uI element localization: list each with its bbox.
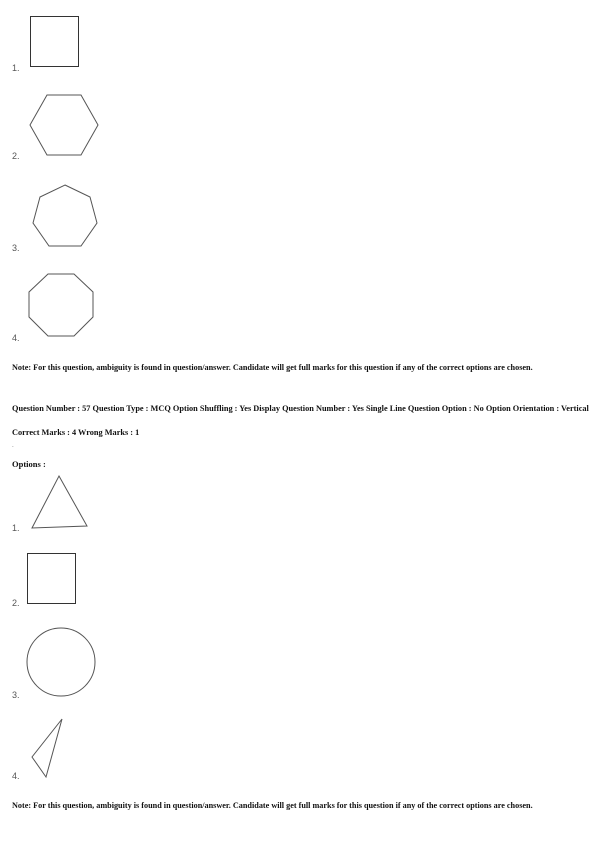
options-label: Options : xyxy=(12,459,46,469)
ambiguity-note: Note: For this question, ambiguity is found in question/answer. Candidate will get full marks for this question if any of the correct options are chosen. xyxy=(12,801,533,810)
square-icon xyxy=(26,552,78,606)
ambiguity-note: Note: For this question, ambiguity is found in question/answer. Candidate will get full marks for this question if any of the correct options are chosen. xyxy=(12,363,533,372)
option-number-2: 2. xyxy=(12,598,20,608)
square-icon xyxy=(29,15,81,69)
octagon-icon xyxy=(27,272,95,338)
question-marks: Correct Marks : 4 Wrong Marks : 1 xyxy=(12,428,140,437)
heptagon-icon xyxy=(30,183,100,253)
option-number-3: 3. xyxy=(12,690,20,700)
option-number-1: 1. xyxy=(12,523,20,533)
question-meta: Question Number : 57 Question Type : MCQ Option Shuffling : Yes Display Question Number : Yes Single Line Question Option : No Option Orientation : Vertical xyxy=(12,404,589,413)
separator-dot: . xyxy=(12,441,14,449)
hexagon-icon xyxy=(28,93,100,157)
circle-icon xyxy=(25,626,97,698)
option-number-prev-2: 2. xyxy=(12,151,20,161)
triangle-icon xyxy=(30,474,90,530)
thin-triangle-icon xyxy=(30,717,66,781)
option-number-4: 4. xyxy=(12,771,20,781)
option-number-prev-1: 1. xyxy=(12,63,20,73)
option-number-prev-3: 3. xyxy=(12,243,20,253)
option-number-prev-4: 4. xyxy=(12,333,20,343)
